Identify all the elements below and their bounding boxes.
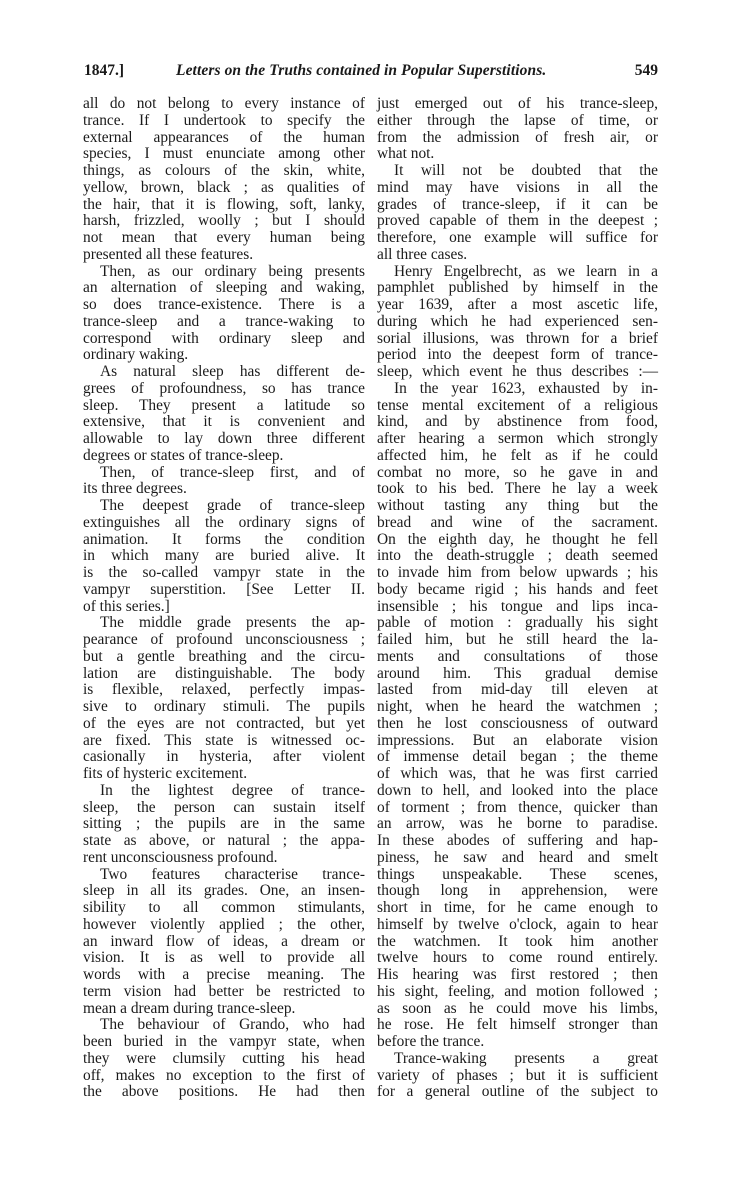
text-line: an inward flow of ideas, a dream or	[83, 932, 365, 950]
text-line: mean a dream during trance-sleep.	[83, 999, 296, 1017]
text-line: but a gentle breathing and the circu-	[83, 647, 365, 665]
text-line: kind, and by abstinence from food,	[377, 413, 658, 431]
text-line: piness, he saw and heard and smelt	[377, 848, 658, 866]
text-line: during which he had experienced sen-	[377, 312, 658, 330]
text-line: body became rigid ; his hands and feet	[377, 580, 658, 598]
text-line: extensive, that it is convenient and	[83, 413, 365, 431]
text-line: after hearing a sermon which strongly	[377, 430, 658, 447]
text-line: In the year 1623, exhausted by in-	[394, 379, 658, 397]
text-line: an alternation of sleeping and waking,	[83, 279, 365, 297]
text-line: variety of phases ; but it is sufficient	[377, 1066, 658, 1084]
text-line: in which many are buried alive. It	[83, 547, 365, 565]
text-line: to invade him from below upwards ; his	[377, 564, 658, 581]
text-line: On the eighth day, he thought he fell	[377, 530, 658, 548]
text-line: an arrow, was he borne to paradise.	[377, 815, 658, 833]
text-line: been buried in the vampyr state, when	[83, 1033, 365, 1050]
text-line: into the death-struggle ; death seemed	[377, 547, 658, 565]
text-line: ments and consultations of those	[377, 647, 658, 665]
text-line: In these abodes of suffering and hap-	[377, 832, 658, 849]
text-line: species, I must enunciate among other	[83, 145, 365, 163]
text-line: ordinary waking.	[83, 346, 189, 364]
text-line: its three degrees.	[83, 480, 187, 498]
text-line: mind may have visions in all the	[377, 178, 658, 196]
text-line: grees of profoundness, so has trance	[83, 379, 365, 397]
text-line: of which was, that he was first carried	[377, 765, 658, 782]
text-line: sibility to all common stimulants,	[83, 899, 365, 916]
text-line: sleep, which event he thus describes :—	[377, 363, 658, 380]
text-line: yellow, brown, black ; as qualities of	[83, 178, 365, 196]
text-line: year 1639, after a most ascetic life,	[377, 296, 658, 313]
text-line: correspond with ordinary sleep and	[83, 329, 365, 347]
text-line: Then, of trance-sleep first, and of	[100, 463, 365, 481]
text-line: around him. This gradual demise	[377, 664, 658, 682]
text-line: what not.	[377, 145, 435, 163]
text-line: degrees or states of trance-sleep.	[83, 446, 284, 464]
text-line: of the eyes are not contracted, but yet	[83, 714, 365, 732]
text-line: harsh, frizzled, woolly ; but I should	[83, 212, 365, 230]
text-line: twelve hours to come round entirely.	[377, 949, 658, 967]
text-line: the above positions. He had then	[83, 1083, 365, 1101]
text-line: extinguishes all the ordinary signs of	[83, 513, 365, 531]
text-line: It will not be doubted that the	[394, 162, 658, 179]
text-line: affected him, he felt as if he could	[377, 446, 658, 464]
text-line: external appearances of the human	[83, 128, 365, 146]
text-line: short in time, for he came enough to	[377, 899, 658, 916]
text-line: of immense detail began ; the theme	[377, 748, 658, 766]
text-line: pamphlet published by himself in the	[377, 279, 658, 297]
header-year: 1847.]	[84, 62, 125, 79]
text-line: off, makes no exception to the first of	[83, 1066, 365, 1084]
text-line: sive to ordinary stimuli. The pupils	[83, 698, 365, 715]
text-line: is flexible, relaxed, perfectly impas-	[83, 681, 365, 699]
text-line: Henry Engelbrecht, as we learn in a	[394, 262, 658, 280]
text-line: sitting ; the pupils are in the same	[83, 815, 365, 833]
text-line: of this series.]	[83, 597, 170, 615]
text-line: The middle grade presents the ap-	[100, 614, 365, 632]
text-line: sorial illusions, was thrown for a brief	[377, 329, 658, 347]
text-line: In the lightest degree of trance-	[100, 781, 365, 799]
text-line: so does trance-existence. There is a	[83, 296, 365, 313]
text-line: pable of motion : gradually his sight	[377, 614, 658, 632]
text-line: vampyr superstition. [See Letter II.	[83, 580, 365, 598]
text-line: not mean that every human being	[83, 229, 365, 246]
text-line: himself by twelve o'clock, again to hear	[377, 915, 658, 933]
left-column	[83, 96, 365, 1101]
text-line: state as above, or natural ; the appa-	[83, 832, 365, 849]
text-line: either through the lapse of time, or	[377, 111, 658, 129]
text-line: of torment ; from thence, quicker than	[377, 798, 658, 816]
text-line: sleep in all its grades. One, an insen-	[83, 882, 365, 900]
text-line: without tasting any thing but the	[377, 497, 658, 514]
text-line: from the admission of fresh air, or	[377, 128, 658, 146]
text-line: combat no more, so he gave in and	[377, 463, 658, 481]
text-line: words with a precise meaning. The	[83, 966, 365, 983]
text-line: term vision had better be restricted to	[83, 982, 365, 1000]
text-line: proved capable of them in the deepest ;	[377, 212, 658, 230]
text-line: insensible ; his tongue and lips inca-	[377, 597, 658, 615]
text-line: for a general outline of the subject to	[377, 1083, 658, 1101]
text-line: the hair, that it is flowing, soft, lanky,	[83, 195, 365, 213]
text-line: sleep. They present a latitude so	[83, 396, 365, 414]
text-line: his sight, feeling, and motion followed ;	[377, 982, 658, 1000]
text-line: Two features characterise trance-	[100, 865, 365, 883]
text-line: rent unconsciousness profound.	[83, 848, 278, 866]
text-line: failed him, but he still heard the la-	[377, 631, 658, 648]
text-line: allowable to lay down three different	[83, 430, 365, 447]
text-line: then he lost consciousness of outward	[377, 714, 658, 732]
text-line: are fixed. This state is witnessed oc-	[83, 731, 365, 749]
text-line: impressions. But an elaborate vision	[377, 731, 658, 749]
text-line: as soon as he could move his limbs,	[377, 999, 658, 1017]
text-line: animation. It forms the condition	[83, 530, 365, 548]
text-line: grades of trance-sleep, if it can be	[377, 195, 658, 213]
text-line: however violently applied ; the other,	[83, 915, 365, 933]
text-line: The behaviour of Grando, who had	[100, 1016, 365, 1034]
text-line: took to his bed. There he lay a week	[377, 480, 658, 498]
text-line: down to hell, and looked into the place	[377, 781, 658, 799]
text-line: things, as colours of the skin, white,	[83, 162, 365, 179]
text-line: sleep, the person can sustain itself	[83, 798, 365, 816]
text-line: fits of hysteric excitement.	[83, 765, 248, 782]
right-column	[377, 96, 658, 1101]
text-line: trance-sleep and a trance-waking to	[83, 312, 365, 330]
text-line: The deepest grade of trance-sleep	[100, 497, 365, 514]
text-line: before the trance.	[377, 1033, 485, 1050]
text-line: pearance of profound unconsciousness ;	[83, 631, 365, 648]
text-line: casionally in hysteria, after violent	[83, 748, 365, 766]
text-line: presented all these features.	[83, 245, 254, 263]
text-line: period into the deepest form of trance-	[377, 346, 658, 364]
text-line: things unspeakable. These scenes,	[377, 865, 658, 883]
text-line: trance. If I undertook to specify the	[83, 111, 365, 129]
text-line: As natural sleep has different de-	[100, 363, 365, 380]
text-line: lation are distinguishable. The body	[83, 664, 365, 682]
text-line: vision. It is as well to provide all	[83, 949, 365, 967]
text-line: all do not belong to every instance of	[83, 95, 365, 112]
header-title: Letters on the Truths contained in Popular Superstitions.	[176, 62, 547, 79]
text-line: therefore, one example will suffice for	[377, 229, 658, 246]
text-line: bread and wine of the sacrament.	[377, 513, 658, 531]
page-number: 549	[634, 62, 658, 79]
text-line: night, when he heard the watchmen ;	[377, 698, 658, 715]
text-line: the watchmen. It took him another	[377, 932, 658, 950]
text-line: he rose. He felt himself stronger than	[377, 1016, 658, 1034]
text-line: all three cases.	[377, 245, 468, 263]
running-head	[84, 60, 658, 82]
text-line: lasted from mid-day till eleven at	[377, 681, 658, 699]
text-line: just emerged out of his trance-sleep,	[377, 95, 658, 112]
text-line: Trance-waking presents a great	[394, 1049, 658, 1067]
text-line: Then, as our ordinary being presents	[100, 262, 365, 280]
text-line: though long in apprehension, were	[377, 882, 658, 900]
text-line: is the so-called vampyr state in the	[83, 564, 365, 581]
text-line: His hearing was first restored ; then	[377, 966, 658, 983]
text-line: they were clumsily cutting his head	[83, 1049, 365, 1067]
text-line: tense mental excitement of a religious	[377, 396, 658, 414]
